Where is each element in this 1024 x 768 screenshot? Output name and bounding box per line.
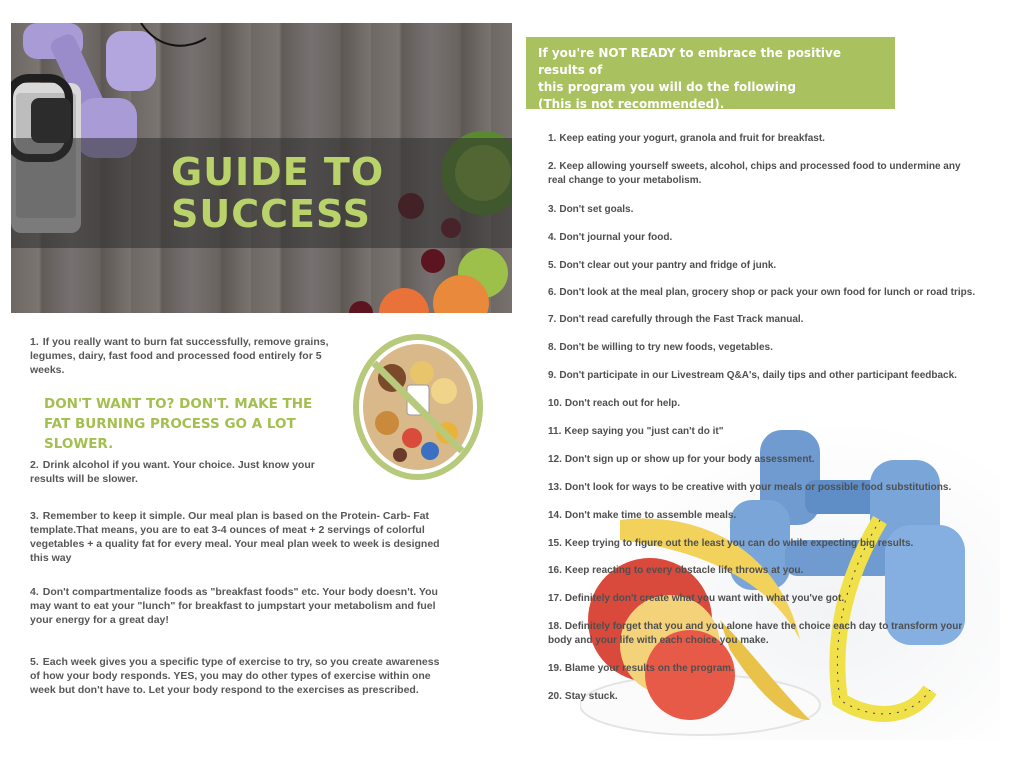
tip-text: Each week gives you a specific type of exercise to try, so you create awareness of how your body responds. YES, you may do other types of exercise within one week but don't have to. Let your body respond to the exercises as prescribed. xyxy=(30,656,440,696)
list-item-text: Keep reacting to every obstacle life throws at you. xyxy=(564,565,804,576)
list-item xyxy=(548,132,978,146)
list-item-number: 15. xyxy=(548,538,562,549)
list-item-text: Don't be willing to try new foods, vegetables. xyxy=(559,342,773,353)
list-item xyxy=(548,537,978,551)
list-item-number: 17. xyxy=(548,593,562,604)
list-item-text: Don't participate in our Livestream Q&A's, daily tips and other participant feedback. xyxy=(559,370,957,381)
callout-text: DON'T WANT TO? DON'T. MAKE THE FAT BURNING PROCESS GO A LOT SLOWER. xyxy=(44,396,313,452)
list-item-text: Don't sign up or show up for your body assessment. xyxy=(564,454,815,465)
list-item-text: Don't journal your food. xyxy=(559,232,673,243)
title-line-1: GUIDE TO xyxy=(171,150,385,194)
list-item-number: 1. xyxy=(548,133,557,144)
warning-line-1: If you're NOT READY to embrace the positive results of xyxy=(538,46,841,77)
list-item xyxy=(548,453,978,467)
list-item xyxy=(548,160,978,188)
tip-number: 4. xyxy=(30,586,39,598)
tip-item xyxy=(30,655,450,697)
list-item-text: Blame your results on the program. xyxy=(564,663,734,674)
warning-line-2: this program you will do the following xyxy=(538,80,797,94)
tip-item xyxy=(30,585,450,627)
warning-box xyxy=(526,37,895,109)
warning-line-3: (This is not recommended). xyxy=(538,97,725,111)
list-item-number: 20. xyxy=(548,691,562,702)
list-item xyxy=(548,662,978,676)
list-item-text: Keep eating your yogurt, granola and fruit for breakfast. xyxy=(559,133,825,144)
tip-number: 1. xyxy=(30,336,39,348)
tip-text: If you really want to burn fat successfully, remove grains, legumes, dairy, fast food and processed food entirely for 5 weeks. xyxy=(30,336,329,376)
list-item-text: Don't clear out your pantry and fridge of junk. xyxy=(559,260,777,271)
list-item xyxy=(548,592,978,606)
list-item-text: Keep allowing yourself sweets, alcohol, chips and processed food to undermine any real change to your metabolism. xyxy=(548,161,961,186)
list-item xyxy=(548,620,978,648)
list-item-number: 3. xyxy=(548,204,557,215)
list-item-text: Don't make time to assemble meals. xyxy=(564,510,737,521)
list-item-number: 8. xyxy=(548,342,557,353)
page-title xyxy=(171,151,431,235)
list-item xyxy=(548,397,978,411)
tip-text: Remember to keep it simple. Our meal plan is based on the Protein- Carb- Fat template.That means, you are to eat 3-4 ounces of meat + 2 servings of colorful vegetables + a quality fat for every meal. Your meal plan week to week is designed this way xyxy=(30,510,440,564)
list-item-text: Definitely forget that you and you alone have the choice each day to transform your body and your life with each choice you make. xyxy=(548,621,963,646)
list-item-text: Don't read carefully through the Fast Track manual. xyxy=(559,314,804,325)
list-item xyxy=(548,231,978,245)
list-item xyxy=(548,509,978,523)
list-item-text: Don't set goals. xyxy=(559,204,634,215)
list-item-number: 11. xyxy=(548,426,562,437)
list-item-number: 5. xyxy=(548,260,557,271)
list-item-text: Don't reach out for help. xyxy=(564,398,681,409)
tip-item xyxy=(30,509,440,565)
list-item xyxy=(548,341,978,355)
list-item xyxy=(548,564,978,578)
list-item xyxy=(548,313,978,327)
no-junk-food-icon xyxy=(352,333,484,481)
list-item xyxy=(548,690,978,704)
tip-item xyxy=(30,335,330,377)
list-item-number: 9. xyxy=(548,370,557,381)
list-item-number: 4. xyxy=(548,232,557,243)
list-item-number: 14. xyxy=(548,510,562,521)
list-item-text: Keep trying to figure out the least you can do while expecting big results. xyxy=(564,538,914,549)
list-item-number: 7. xyxy=(548,314,557,325)
list-item-number: 6. xyxy=(548,287,557,298)
list-item-number: 19. xyxy=(548,663,562,674)
list-item xyxy=(548,369,978,383)
list-item xyxy=(548,259,978,273)
list-item-text: Definitely don't create what you want with what you've got. xyxy=(564,593,845,604)
tip-item xyxy=(30,458,330,486)
tip-number: 3. xyxy=(30,510,39,522)
list-item xyxy=(548,425,978,439)
tip-text: Don't compartmentalize foods as "breakfast foods" etc. Your body doesn't. You may want to eat your "lunch" for breakfast to jumpstart your metabolism and fuel your energy for a great day! xyxy=(30,586,438,626)
list-item-number: 16. xyxy=(548,565,562,576)
tip-number: 2. xyxy=(30,459,39,471)
list-item-number: 18. xyxy=(548,621,562,632)
list-item xyxy=(548,286,978,300)
list-item-text: Stay stuck. xyxy=(564,691,618,702)
list-item-number: 2. xyxy=(548,161,557,172)
list-item-number: 12. xyxy=(548,454,562,465)
tip-number: 5. xyxy=(30,656,39,668)
list-item-text: Don't look at the meal plan, grocery shop or pack your own food for lunch or road trips. xyxy=(559,287,976,298)
list-item-text: Keep saying you "just can't do it" xyxy=(564,426,724,437)
list-item xyxy=(548,481,978,495)
list-item-number: 10. xyxy=(548,398,562,409)
list-item-text: Don't look for ways to be creative with your meals or possible food substitutions. xyxy=(564,482,952,493)
tip-text: Drink alcohol if you want. Your choice. Just know your results will be slower. xyxy=(30,459,315,485)
list-item-number: 13. xyxy=(548,482,562,493)
hero-banner xyxy=(11,23,512,313)
list-item xyxy=(548,203,978,217)
title-line-2: SUCCESS xyxy=(171,192,371,236)
